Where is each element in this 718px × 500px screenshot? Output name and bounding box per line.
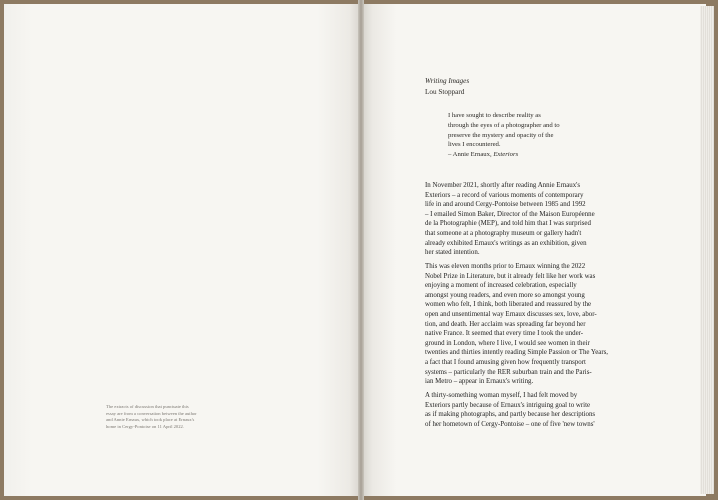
left-page — [4, 4, 360, 496]
essay-author: Lou Stoppard — [425, 87, 465, 96]
footnote-line: and Annie Ernaux, which took place at Ernaux's — [106, 417, 195, 422]
text-line: of her hometown of Cergy-Pontoise – one of five 'new towns' — [425, 420, 595, 428]
paragraph-2 — [425, 262, 625, 387]
book-gutter — [358, 0, 364, 500]
text-line: her stated intention. — [425, 249, 480, 257]
epigraph-line: through the eyes of a photographer and to — [448, 121, 560, 129]
epigraph-attribution-prefix: – Annie Ernaux, — [448, 151, 494, 159]
text-line: de la Photographie (MEP), and told him that I was surprised — [425, 220, 591, 228]
epigraph-line: I have sought to describe reality as — [448, 112, 541, 119]
text-line: women who felt, I think, both liberated and reassured by the — [425, 301, 592, 309]
text-line: that someone at a photography museum or gallery hadn't — [425, 229, 582, 237]
text-line: tion, and death. Her acclaim was spreading far beyond her — [425, 320, 586, 328]
epigraph-attribution-work: Exteriors — [493, 151, 519, 159]
text-line: already exhibited Ernaux's writings as an exhibition, given — [425, 239, 587, 247]
page-edges — [700, 6, 714, 494]
text-line: In November 2021, shortly after reading Annie Ernaux's — [425, 182, 581, 189]
text-line: twenties and thirties intently reading Simple Passion or The Years, — [425, 349, 609, 357]
text-line: as if making photographs, and partly because her descriptions — [425, 411, 596, 419]
epigraph-line: lives I encountered. — [448, 141, 501, 149]
text-line: – I emailed Simon Baker, Director of the Maison Européenne — [425, 210, 595, 218]
epigraph — [448, 111, 608, 160]
text-line: Nobel Prize in Literature, but it already felt like her work was — [425, 272, 596, 280]
text-line: ground in London, where I live, I would see women in their — [425, 339, 590, 347]
footnote — [106, 404, 234, 430]
footnote-line: The extracts of discussion that punctuate this — [106, 404, 189, 409]
epigraph-attribution — [448, 150, 608, 160]
text-line: amongst young readers, and even more so amongst young — [425, 291, 585, 299]
paragraph-1 — [425, 181, 625, 258]
text-line: enjoying a moment of increased celebration, especially — [425, 282, 577, 290]
text-line: open and unsentimental way Ernaux discusses sex, love, abor- — [425, 310, 597, 318]
text-line: Exteriors partly because of Ernaux's intriguing goal to write — [425, 401, 591, 409]
text-line: ian Metro – appear in Ernaux's writing. — [425, 378, 534, 386]
epigraph-line: preserve the mystery and opacity of the — [448, 131, 554, 139]
paragraph-3 — [425, 391, 625, 429]
essay-title: Writing Images — [425, 77, 470, 85]
text-line: native France. It seemed that every time I took the under- — [425, 330, 584, 338]
footnote-line: essay are from a conversation between the author — [106, 410, 197, 416]
text-line: life in and around Cergy-Pontoise between 1985 and 1992 — [425, 201, 586, 209]
essay-header — [425, 76, 469, 97]
footnote-line: home in Cergy-Pontoise on 11 April 2022. — [106, 423, 184, 429]
text-line: systems – particularly the RER suburban train and the Paris- — [425, 368, 592, 376]
text-line: A thirty-something woman myself, I had felt moved by — [425, 392, 578, 399]
text-line: a fact that I found amusing given how frequently transport — [425, 358, 586, 366]
text-line: This was eleven months prior to Ernaux winning the 2022 — [425, 263, 586, 270]
text-line: Exteriors – a record of various moments of contemporary — [425, 191, 584, 199]
